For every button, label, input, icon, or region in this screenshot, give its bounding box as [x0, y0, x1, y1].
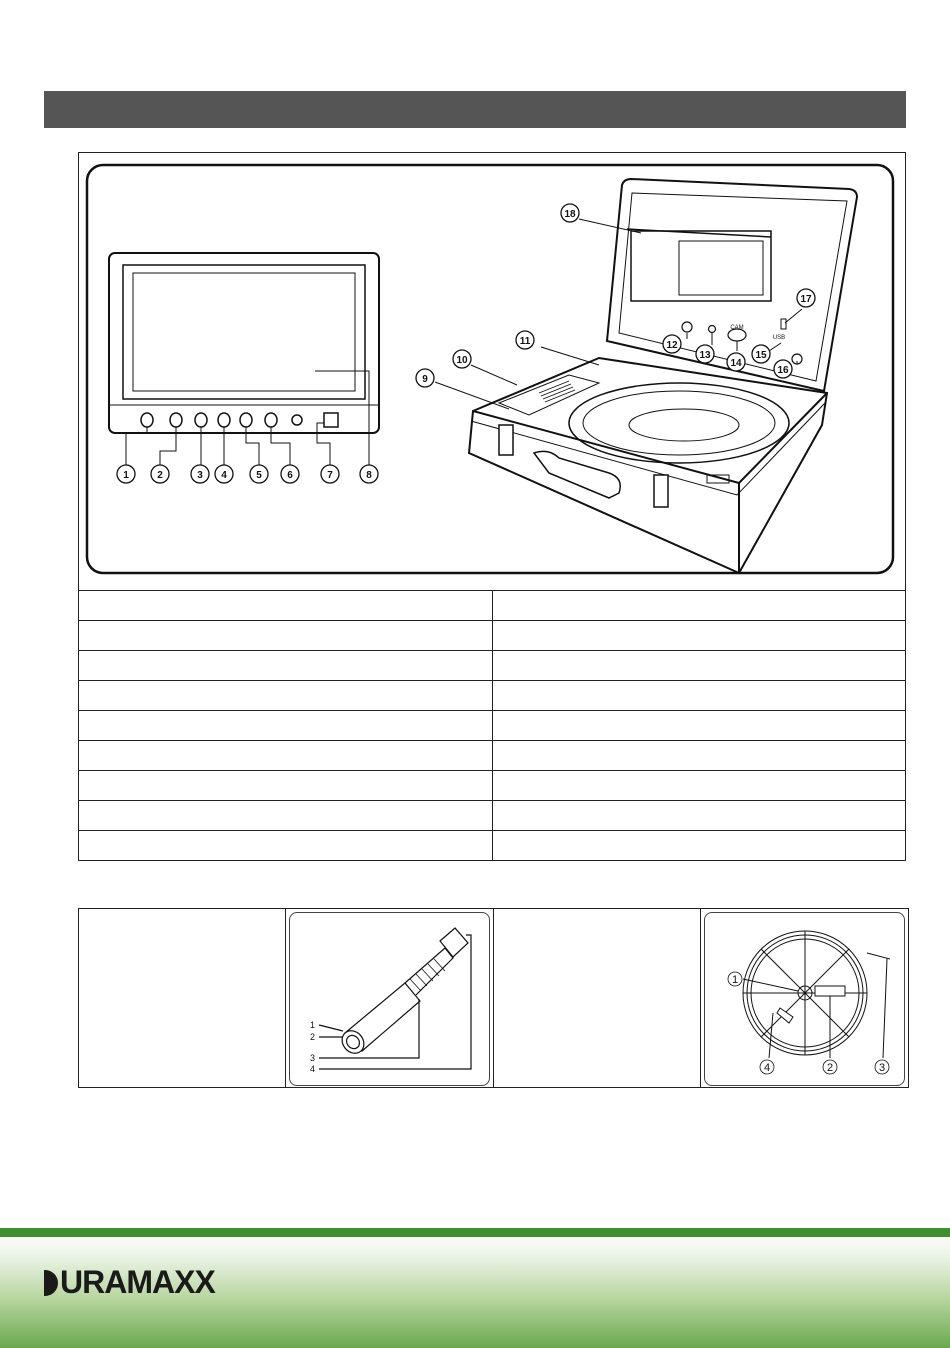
svg-text:1: 1	[731, 974, 739, 986]
parts-cell-right	[492, 831, 906, 861]
callout-13	[696, 345, 714, 363]
svg-text:4: 4	[763, 1062, 771, 1074]
parts-row	[79, 801, 906, 831]
callout-4	[215, 465, 233, 483]
parts-cell-left	[79, 771, 493, 801]
svg-text:2: 2	[157, 470, 163, 481]
svg-text:2: 2	[826, 1062, 834, 1074]
cable-reel-image	[704, 912, 905, 1086]
svg-text:3: 3	[878, 1062, 886, 1074]
svg-text:16: 16	[777, 365, 789, 376]
callout-15	[752, 345, 770, 363]
parts-cell-left	[79, 831, 493, 861]
parts-cell-left	[79, 591, 493, 621]
parts-cell-right	[492, 651, 906, 681]
footer-line	[0, 1228, 950, 1237]
svg-text:3: 3	[310, 1053, 316, 1063]
callout-5	[250, 465, 268, 483]
accessory-text-cell-1	[79, 909, 286, 1088]
callout-18	[561, 204, 579, 222]
parts-cell-left	[79, 711, 493, 741]
svg-text:3: 3	[197, 470, 203, 481]
brand-logo	[44, 1264, 215, 1301]
callout-17	[797, 289, 815, 307]
parts-row	[79, 771, 906, 801]
parts-cell-left	[79, 801, 493, 831]
svg-text:18: 18	[564, 209, 576, 220]
svg-text:1: 1	[123, 470, 129, 481]
callout-10	[453, 350, 471, 368]
callout-3	[191, 465, 209, 483]
parts-cell-left	[79, 651, 493, 681]
callout-14	[727, 353, 745, 371]
brand-name: URAMAXX	[60, 1264, 215, 1300]
device-overview-diagram	[78, 152, 906, 591]
svg-text:17: 17	[800, 294, 812, 305]
parts-row	[79, 591, 906, 621]
callout-9	[416, 369, 434, 387]
cable-reel-cell	[701, 909, 909, 1088]
svg-text:15: 15	[755, 350, 767, 361]
callout-7	[321, 465, 339, 483]
svg-text:4: 4	[310, 1064, 316, 1074]
monitor-callouts	[117, 465, 378, 483]
accessory-text-cell-2	[494, 909, 701, 1088]
camera-head-image	[289, 912, 490, 1086]
svg-text:13: 13	[699, 350, 711, 361]
svg-text:9: 9	[422, 374, 428, 385]
parts-row	[79, 681, 906, 711]
svg-text:5: 5	[256, 470, 262, 481]
parts-cell-right	[492, 801, 906, 831]
svg-text:12: 12	[666, 340, 678, 351]
parts-cell-right	[492, 681, 906, 711]
parts-cell-right	[492, 591, 906, 621]
parts-cell-right	[492, 711, 906, 741]
callout-1	[117, 465, 135, 483]
parts-cell-right	[492, 771, 906, 801]
cam-label: CAM	[730, 325, 744, 331]
svg-text:10: 10	[456, 355, 468, 366]
accessories-table	[78, 908, 909, 1088]
callout-6	[281, 465, 299, 483]
parts-table	[78, 590, 906, 861]
svg-text:1: 1	[310, 1020, 316, 1030]
parts-row	[79, 831, 906, 861]
parts-cell-left	[79, 741, 493, 771]
section-title-bar	[44, 91, 906, 128]
parts-cell-left	[79, 681, 493, 711]
callout-16	[774, 360, 792, 378]
parts-row	[79, 711, 906, 741]
parts-row	[79, 741, 906, 771]
carry-case-illustration	[435, 179, 857, 573]
parts-cell-right	[492, 621, 906, 651]
svg-text:8: 8	[366, 470, 372, 481]
svg-text:2: 2	[310, 1032, 316, 1042]
usb-label: USB	[772, 335, 786, 341]
svg-text:11: 11	[519, 336, 531, 347]
callout-8	[360, 465, 378, 483]
logo-d-mark	[44, 1270, 58, 1296]
svg-text:4: 4	[221, 470, 227, 481]
parts-row	[79, 621, 906, 651]
parts-row	[79, 651, 906, 681]
callout-2	[151, 465, 169, 483]
parts-cell-right	[492, 741, 906, 771]
monitor-illustration	[109, 253, 379, 465]
camera-head-cell	[286, 909, 494, 1088]
parts-cell-left	[79, 621, 493, 651]
svg-text:7: 7	[327, 470, 333, 481]
callout-12	[663, 335, 681, 353]
callout-11	[516, 331, 534, 349]
diagram-drawing	[79, 153, 907, 592]
svg-text:14: 14	[730, 358, 742, 369]
svg-text:6: 6	[287, 470, 293, 481]
